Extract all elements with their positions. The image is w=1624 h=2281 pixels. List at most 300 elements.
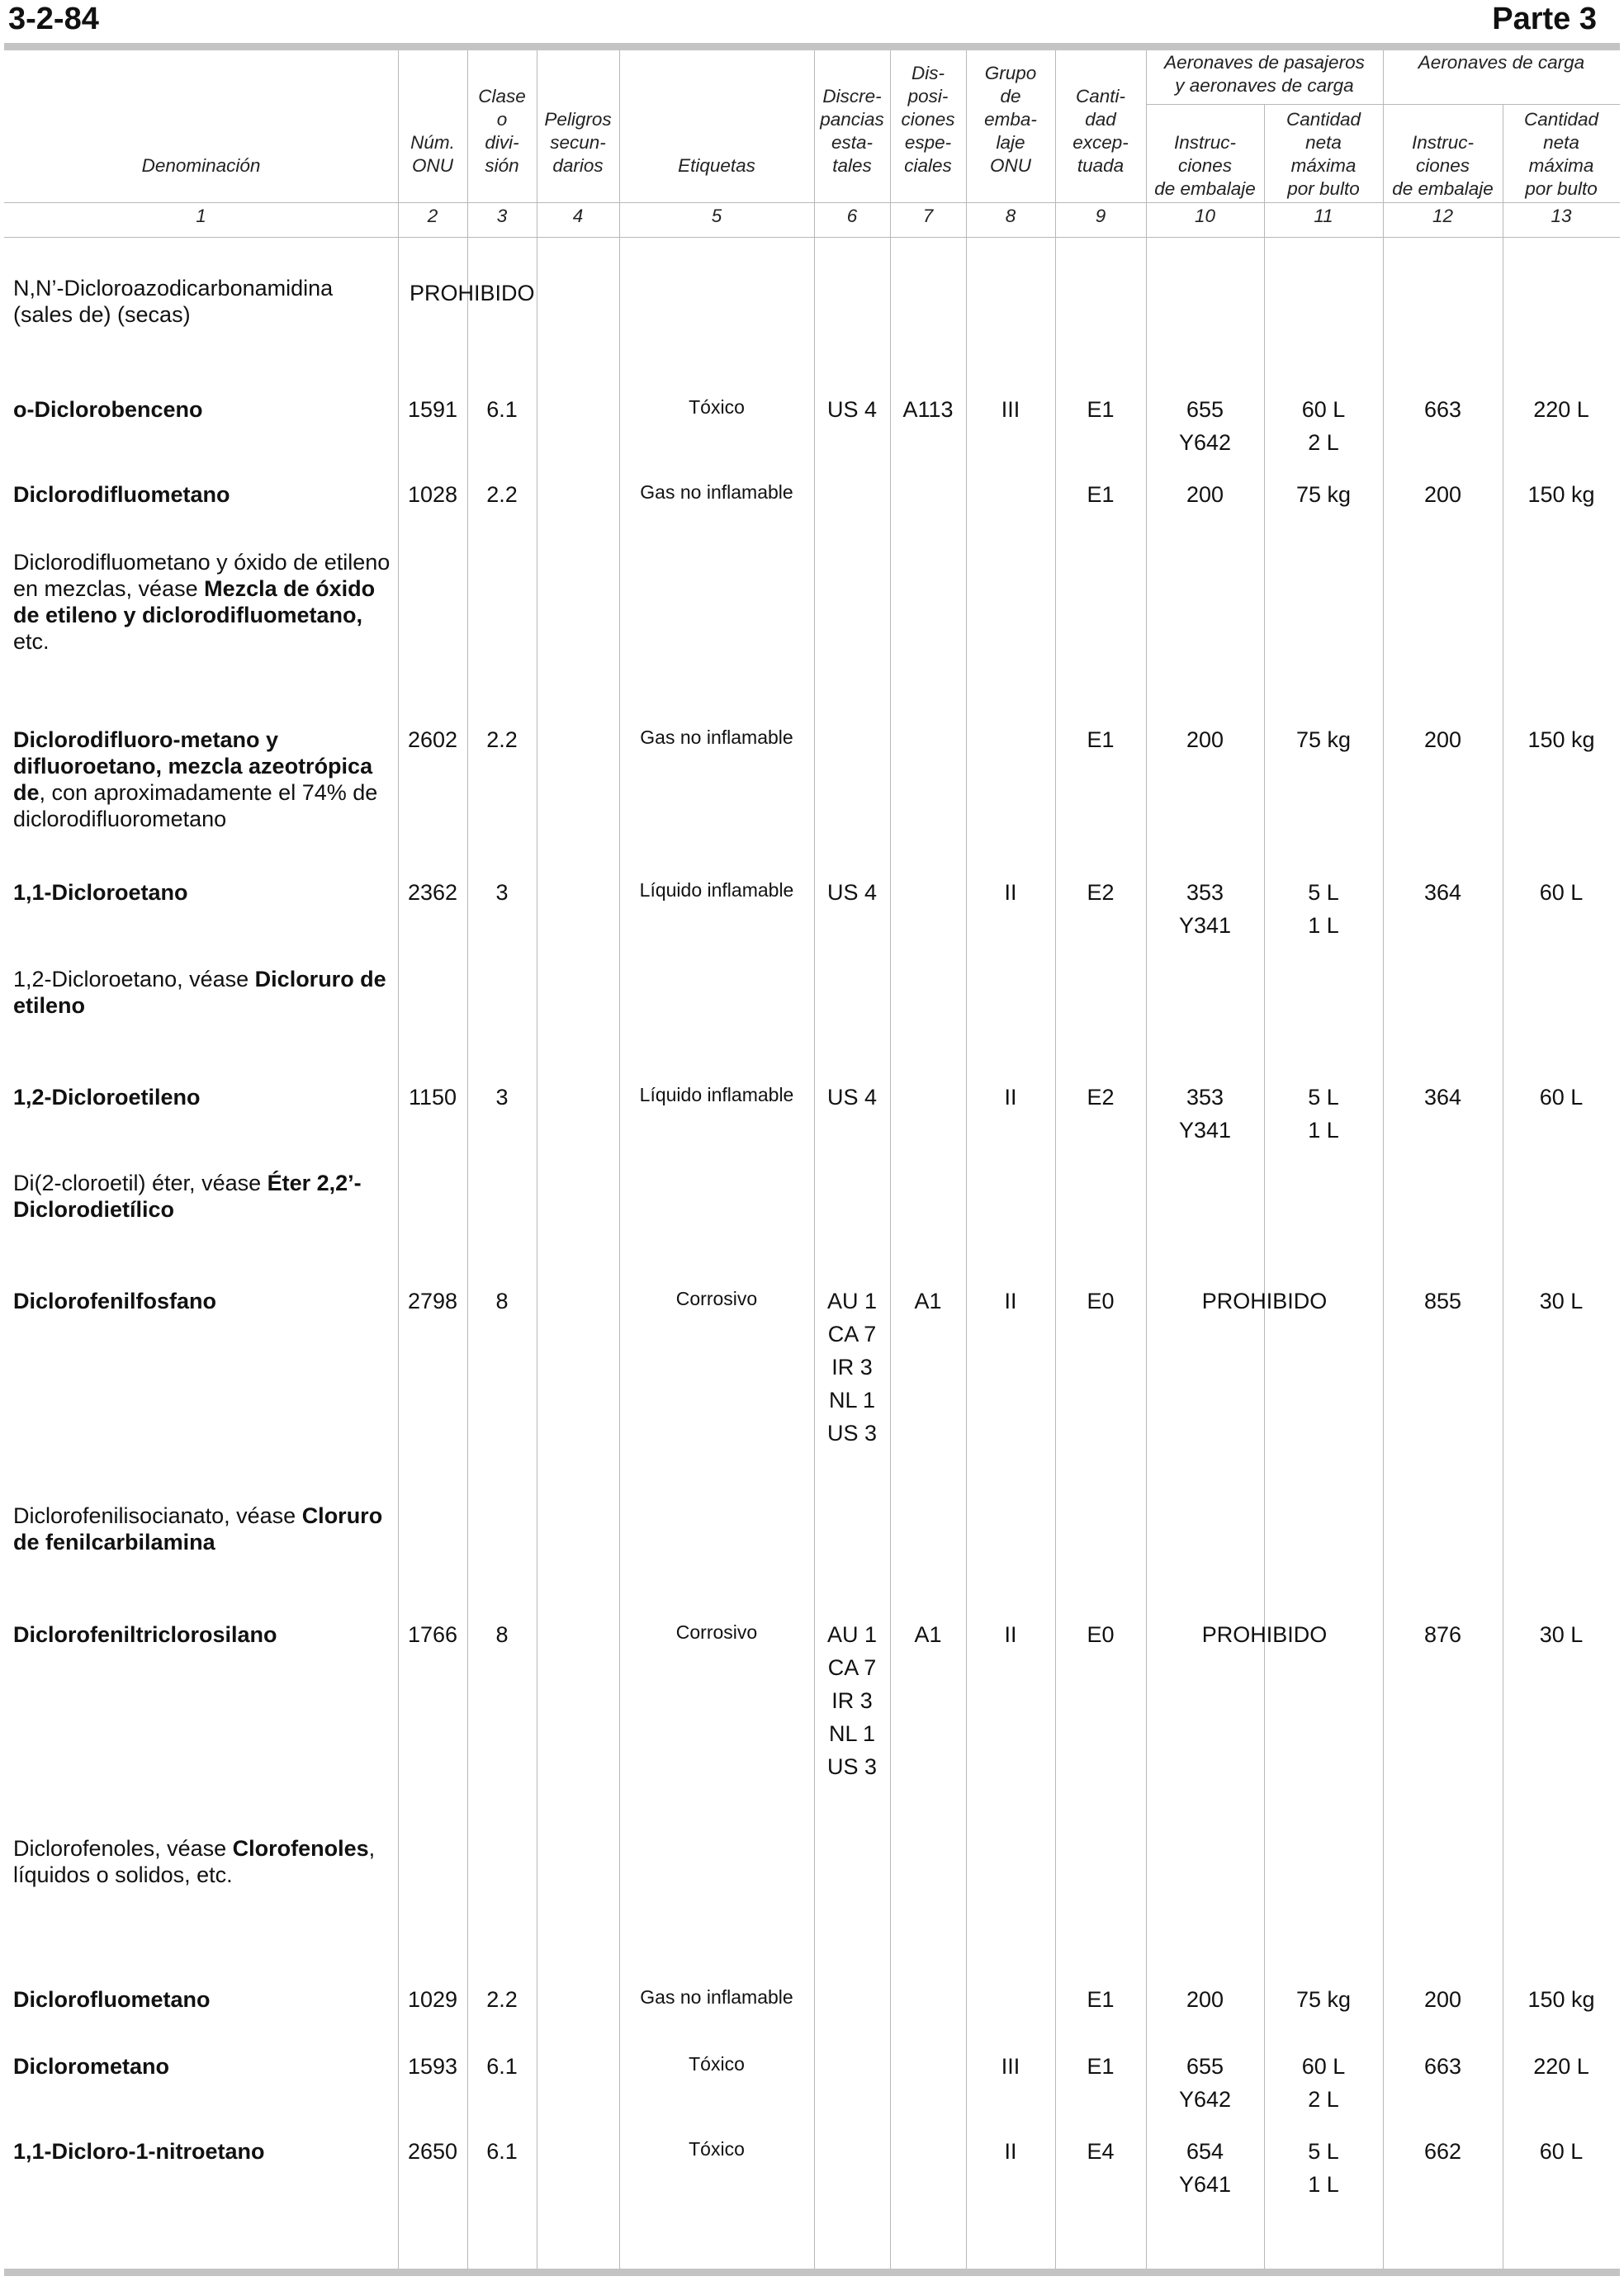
header-line: de embalaje bbox=[1392, 178, 1494, 199]
cell-num-onu bbox=[398, 393, 467, 426]
header-line: Grupo bbox=[984, 63, 1037, 83]
plain-text: 1,2-Dicloroetano, véase bbox=[13, 967, 255, 991]
cell-clase bbox=[467, 2050, 537, 2083]
cell-line: 60 L bbox=[1539, 2139, 1584, 2164]
plain-text: Diclorodifluometano y óxido de etileno en mezclas, véase bbox=[13, 550, 391, 601]
column-number: 2 bbox=[427, 206, 438, 226]
cell-line: 1 L bbox=[1308, 1118, 1339, 1143]
cell-cantidad-carga bbox=[1503, 478, 1620, 511]
cell-line: A1 bbox=[914, 1622, 942, 1647]
cell-instrucciones-pasajeros bbox=[1146, 876, 1264, 942]
cell-num-onu bbox=[398, 723, 467, 756]
cell-line: Y641 bbox=[1178, 2172, 1232, 2197]
header-line: máxima bbox=[1528, 155, 1594, 176]
cell-cantidad-exceptuada bbox=[1055, 1285, 1146, 1318]
column-divider bbox=[398, 50, 399, 2269]
cell-line: 353 bbox=[1186, 1085, 1224, 1110]
header-line: dad bbox=[1085, 109, 1116, 130]
header-line: Cantidad bbox=[1523, 109, 1599, 130]
cell-cantidad-exceptuada bbox=[1055, 2135, 1146, 2168]
cell-clase bbox=[467, 723, 537, 756]
cell-cantidad-carga bbox=[1503, 723, 1620, 756]
cell-cantidad-exceptuada bbox=[1055, 1983, 1146, 2016]
cell-line: 3 bbox=[495, 1085, 509, 1110]
cell-instrucciones-pasajeros bbox=[1146, 723, 1264, 756]
row-denominacion bbox=[13, 2053, 393, 2080]
cell-line: A1 bbox=[914, 1289, 942, 1313]
column-divider bbox=[814, 50, 815, 2269]
cell-instrucciones-carga bbox=[1383, 876, 1503, 909]
bold-name: Éter 2,2’-Diclorodietílico bbox=[13, 1171, 362, 1222]
cell-discrepancias bbox=[814, 393, 890, 426]
bottom-rule bbox=[4, 2269, 1620, 2276]
cell-cantidad-carga bbox=[1503, 1983, 1620, 2016]
header-line: sión bbox=[485, 155, 519, 176]
column-divider bbox=[890, 50, 891, 2269]
column-divider bbox=[1146, 50, 1147, 2269]
cell-cantidad-exceptuada bbox=[1055, 723, 1146, 756]
column-divider bbox=[467, 50, 468, 2269]
cell-etiqueta: Líquido inflamable bbox=[639, 879, 794, 901]
column-number: 6 bbox=[846, 206, 858, 226]
cell-instrucciones-pasajeros bbox=[1146, 2050, 1264, 2116]
column-number: 13 bbox=[1551, 206, 1572, 226]
cell-cantidad-carga bbox=[1503, 1618, 1620, 1651]
cell-clase bbox=[467, 1983, 537, 2016]
cell-etiqueta: Corrosivo bbox=[675, 1288, 758, 1309]
cell-line: 663 bbox=[1423, 397, 1462, 422]
column-number: 4 bbox=[572, 206, 584, 226]
header-line: Cantidad bbox=[1285, 109, 1361, 130]
cell-grupo bbox=[966, 393, 1055, 426]
cell-line: CA 7 bbox=[827, 1655, 877, 1680]
cell-disposiciones bbox=[890, 393, 966, 426]
row-denominacion bbox=[13, 2138, 393, 2165]
column-number: 9 bbox=[1095, 206, 1106, 226]
cell-cantidad-exceptuada bbox=[1055, 876, 1146, 909]
cell-instrucciones-pasajeros bbox=[1146, 393, 1264, 459]
cell-cantidad-pasajeros bbox=[1264, 393, 1383, 459]
cell-cantidad-carga bbox=[1503, 2135, 1620, 2168]
cell-line: 75 kg bbox=[1295, 482, 1352, 507]
column-number-rule bbox=[4, 237, 1620, 238]
cell-etiqueta: Tóxico bbox=[689, 2053, 745, 2075]
cell-line: 1766 bbox=[407, 1622, 458, 1647]
header-line: de bbox=[1000, 86, 1021, 106]
header-line: Dis- bbox=[911, 63, 945, 83]
header-line: y aeronaves de carga bbox=[1175, 75, 1354, 96]
row-denominacion bbox=[13, 396, 393, 423]
cell-instrucciones-pasajeros bbox=[1146, 1983, 1264, 2016]
header-discrepancias bbox=[814, 85, 890, 177]
header-cantidad-neta-13 bbox=[1503, 108, 1620, 201]
cell-line: 2.2 bbox=[486, 482, 518, 507]
header-peligros bbox=[537, 108, 619, 177]
cell-line: 1593 bbox=[407, 2054, 458, 2079]
cell-line: 2 L bbox=[1308, 2087, 1339, 2112]
cell-num-onu bbox=[398, 1618, 467, 1651]
cell-cantidad-carga bbox=[1503, 1285, 1620, 1318]
cell-grupo bbox=[966, 1285, 1055, 1318]
header-line: de embalaje bbox=[1154, 178, 1256, 199]
cell-num-onu bbox=[398, 1983, 467, 2016]
cell-line: E1 bbox=[1087, 727, 1115, 752]
cell-line: 3 bbox=[495, 880, 509, 905]
bold-name: Diclorofluometano bbox=[13, 1987, 211, 2012]
row-denominacion bbox=[13, 1621, 393, 1648]
plain-text: Diclorofenoles, véase bbox=[13, 1836, 233, 1861]
header-instrucciones-10 bbox=[1146, 131, 1264, 201]
cell-line: 2.2 bbox=[486, 727, 518, 752]
header-rule bbox=[4, 202, 1620, 203]
cell-line: E1 bbox=[1087, 2054, 1115, 2079]
plain-text: N,N’-Dicloroazodicarbonamidina (sales de) (secas) bbox=[13, 276, 334, 327]
cell-line: 30 L bbox=[1539, 1289, 1584, 1313]
header-line: divi- bbox=[485, 132, 519, 153]
bold-name: Diclorometano bbox=[13, 2054, 170, 2079]
cell-line: 2798 bbox=[407, 1289, 458, 1313]
row-denominacion bbox=[13, 1288, 393, 1314]
cell-cantidad-carga bbox=[1503, 2050, 1620, 2083]
cell-clase bbox=[467, 1285, 537, 1318]
cell-line: US 4 bbox=[826, 880, 878, 905]
cell-line: E1 bbox=[1087, 1987, 1115, 2012]
prohibido-pasajeros: PROHIBIDO bbox=[1201, 1289, 1328, 1313]
cell-line: 200 bbox=[1423, 482, 1462, 507]
cell-line: US 3 bbox=[826, 1754, 878, 1779]
cell-line: 75 kg bbox=[1295, 1987, 1352, 2012]
header-line: Instruc- bbox=[1411, 132, 1474, 153]
cell-num-onu bbox=[398, 1285, 467, 1318]
cell-line: 200 bbox=[1186, 482, 1224, 507]
column-number: 10 bbox=[1194, 206, 1216, 226]
bold-name: Clorofenoles bbox=[232, 1836, 369, 1861]
cell-line: 75 kg bbox=[1295, 727, 1352, 752]
plain-text: Di(2-cloroetil) éter, véase bbox=[13, 1171, 268, 1195]
cell-line: 60 L bbox=[1539, 1085, 1584, 1110]
cell-line: AU 1 bbox=[826, 1289, 878, 1313]
header-instrucciones-12 bbox=[1383, 131, 1503, 201]
bold-name: Diclorodifluoro-metano y difluoroetano, mezcla azeotrópica de bbox=[13, 727, 373, 805]
cell-etiqueta: Gas no inflamable bbox=[640, 481, 793, 503]
cell-line: 855 bbox=[1423, 1289, 1462, 1313]
cell-etiqueta: Gas no inflamable bbox=[640, 726, 793, 748]
cell-line: E4 bbox=[1087, 2139, 1115, 2164]
cell-line: US 4 bbox=[826, 1085, 878, 1110]
cell-cantidad-pasajeros bbox=[1264, 1081, 1383, 1147]
bold-name: Cloruro de fenilcarbilamina bbox=[13, 1503, 383, 1555]
cell-discrepancias bbox=[814, 876, 890, 909]
bold-name: Diclorofeniltriclorosilano bbox=[13, 1622, 277, 1647]
cell-line: NL 1 bbox=[828, 1721, 876, 1746]
header-line: tales bbox=[832, 155, 872, 176]
header-line: tuada bbox=[1077, 155, 1124, 176]
cell-grupo bbox=[966, 2050, 1055, 2083]
cell-line: 1029 bbox=[407, 1987, 458, 2012]
plain-text: Diclorofenilisocianato, véase bbox=[13, 1503, 302, 1528]
cell-line: III bbox=[1001, 2054, 1020, 2079]
row-denominacion bbox=[13, 1084, 393, 1110]
header-line: espe- bbox=[904, 132, 952, 153]
bold-name: Diclorofenilfosfano bbox=[13, 1289, 217, 1313]
cell-disposiciones bbox=[890, 1618, 966, 1651]
cell-clase bbox=[467, 478, 537, 511]
cell-num-onu bbox=[398, 2135, 467, 2168]
row-denominacion bbox=[13, 966, 393, 1019]
row-denominacion bbox=[13, 1986, 393, 2013]
cell-cantidad-pasajeros bbox=[1264, 2135, 1383, 2201]
bold-name: Mezcla de óxido de etileno y diclorodifluometano, bbox=[13, 576, 376, 627]
cell-cantidad-exceptuada bbox=[1055, 1618, 1146, 1651]
header-line: ciones bbox=[1177, 155, 1233, 176]
cell-line: 5 L bbox=[1308, 2139, 1339, 2164]
cell-line: III bbox=[1001, 397, 1020, 422]
header-line: emba- bbox=[984, 109, 1037, 130]
cell-line: 1 L bbox=[1308, 2172, 1339, 2197]
cell-instrucciones-carga bbox=[1383, 1983, 1503, 2016]
cell-etiqueta: Tóxico bbox=[689, 396, 745, 418]
plain-text: , líquidos o solidos, etc. bbox=[13, 1836, 376, 1887]
cell-line: II bbox=[1004, 1085, 1017, 1110]
cell-discrepancias bbox=[814, 1081, 890, 1114]
cell-line: AU 1 bbox=[826, 1622, 878, 1647]
cell-line: 1 L bbox=[1308, 913, 1339, 938]
cell-etiqueta: Gas no inflamable bbox=[640, 1986, 793, 2008]
cell-line: 1591 bbox=[407, 397, 458, 422]
cell-clase bbox=[467, 876, 537, 909]
cell-line: 353 bbox=[1186, 880, 1224, 905]
cell-num-onu bbox=[398, 1081, 467, 1114]
header-line: esta- bbox=[831, 132, 874, 153]
cell-line: E0 bbox=[1087, 1622, 1115, 1647]
header-line: máxima bbox=[1290, 155, 1356, 176]
cell-cantidad-exceptuada bbox=[1055, 2050, 1146, 2083]
cell-num-onu bbox=[398, 876, 467, 909]
part-label: Parte 3 bbox=[1492, 2, 1597, 36]
cell-line: US 3 bbox=[826, 1421, 878, 1446]
group-header-rule bbox=[1146, 104, 1620, 105]
header-line: Canti- bbox=[1075, 86, 1126, 106]
row-denominacion bbox=[13, 726, 393, 832]
header-grupo-embalaje bbox=[966, 62, 1055, 177]
cell-cantidad-carga bbox=[1503, 876, 1620, 909]
column-divider bbox=[1383, 50, 1384, 2269]
bold-name: Diclorodifluometano bbox=[13, 482, 230, 507]
plain-text: etc. bbox=[13, 629, 50, 654]
column-number: 1 bbox=[196, 206, 206, 226]
cell-line: II bbox=[1004, 1622, 1017, 1647]
cell-instrucciones-pasajeros bbox=[1146, 478, 1264, 511]
prohibido-label: PROHIBIDO bbox=[410, 281, 535, 305]
row-denominacion bbox=[13, 481, 393, 508]
cell-line: A113 bbox=[902, 397, 954, 422]
cell-etiqueta: Tóxico bbox=[689, 2138, 745, 2160]
cell-line: 60 L bbox=[1301, 397, 1346, 422]
cell-line: Y341 bbox=[1178, 1118, 1232, 1143]
header-line: Clase bbox=[478, 86, 526, 106]
cell-instrucciones-carga bbox=[1383, 2050, 1503, 2083]
bold-name: 1,1-Dicloro-1-nitroetano bbox=[13, 2139, 265, 2164]
cell-cantidad-exceptuada bbox=[1055, 393, 1146, 426]
cell-cantidad-exceptuada bbox=[1055, 478, 1146, 511]
cell-instrucciones-carga bbox=[1383, 478, 1503, 511]
header-line: o bbox=[496, 109, 508, 130]
row-denominacion bbox=[13, 1170, 393, 1223]
header-line: excep- bbox=[1072, 132, 1129, 153]
cell-etiqueta: Líquido inflamable bbox=[639, 1084, 794, 1105]
cell-line: 2650 bbox=[407, 2139, 458, 2164]
cell-line: 6.1 bbox=[486, 397, 518, 422]
cell-grupo bbox=[966, 2135, 1055, 2168]
cell-line: 60 L bbox=[1301, 2054, 1346, 2079]
cell-line: 200 bbox=[1423, 1987, 1462, 2012]
cell-line: II bbox=[1004, 880, 1017, 905]
cell-line: 654 bbox=[1186, 2139, 1224, 2164]
cell-line: E2 bbox=[1087, 880, 1115, 905]
cell-line: 2.2 bbox=[486, 1987, 518, 2012]
header-line: Instruc- bbox=[1173, 132, 1236, 153]
header-line: neta bbox=[1543, 132, 1579, 153]
cell-line: 220 L bbox=[1533, 397, 1589, 422]
header-line: ciones bbox=[901, 109, 955, 130]
header-line: por bulto bbox=[1287, 178, 1360, 199]
column-number: 5 bbox=[711, 206, 722, 226]
cell-instrucciones-carga bbox=[1383, 393, 1503, 426]
cell-line: Y642 bbox=[1178, 430, 1232, 455]
cell-line: 2 L bbox=[1308, 430, 1339, 455]
cell-cantidad-pasajeros bbox=[1264, 876, 1383, 942]
cell-line: 876 bbox=[1423, 1622, 1462, 1647]
cell-line: E1 bbox=[1087, 482, 1115, 507]
column-divider bbox=[619, 50, 620, 2269]
column-number: 12 bbox=[1432, 206, 1454, 226]
cell-num-onu bbox=[398, 2050, 467, 2083]
cell-line: 655 bbox=[1186, 397, 1224, 422]
cell-cantidad-carga bbox=[1503, 1081, 1620, 1114]
cell-line: II bbox=[1004, 2139, 1017, 2164]
column-number: 7 bbox=[922, 206, 934, 226]
cell-line: 200 bbox=[1423, 727, 1462, 752]
row-denominacion bbox=[13, 275, 393, 328]
column-divider bbox=[1055, 50, 1056, 2269]
header-clase bbox=[467, 85, 537, 177]
bold-name: 1,2-Dicloroetileno bbox=[13, 1085, 201, 1110]
cell-cantidad-pasajeros bbox=[1264, 1983, 1383, 2016]
cell-line: 150 kg bbox=[1527, 1987, 1595, 2012]
bold-name: Dicloruro de etileno bbox=[13, 967, 386, 1018]
header-line: neta bbox=[1305, 132, 1342, 153]
row-denominacion bbox=[13, 1503, 393, 1555]
cell-line: 364 bbox=[1423, 880, 1462, 905]
cell-num-onu bbox=[398, 478, 467, 511]
header-line: ciales bbox=[904, 155, 952, 176]
header-line: ciones bbox=[1415, 155, 1470, 176]
header-line: posi- bbox=[907, 86, 949, 106]
top-rule bbox=[4, 43, 1620, 50]
header-num-onu bbox=[398, 131, 467, 177]
header-line: Denominación bbox=[141, 155, 261, 176]
row-denominacion bbox=[13, 879, 393, 906]
cell-discrepancias bbox=[814, 1618, 890, 1783]
cell-cantidad-pasajeros bbox=[1264, 2050, 1383, 2116]
cell-cantidad-pasajeros bbox=[1264, 478, 1383, 511]
bold-name: 1,1-Dicloroetano bbox=[13, 880, 188, 905]
header-line: ONU bbox=[990, 155, 1031, 176]
column-number: 8 bbox=[1005, 206, 1016, 226]
cell-line: Y341 bbox=[1178, 913, 1232, 938]
cell-instrucciones-pasajeros bbox=[1146, 1081, 1264, 1147]
header-cantidad-exceptuada bbox=[1055, 85, 1146, 177]
cell-line: 2602 bbox=[407, 727, 458, 752]
cell-line: II bbox=[1004, 1289, 1017, 1313]
cell-line: 655 bbox=[1186, 2054, 1224, 2079]
cell-line: 662 bbox=[1423, 2139, 1462, 2164]
cell-line: 150 kg bbox=[1527, 482, 1595, 507]
header-cantidad-neta-11 bbox=[1264, 108, 1383, 201]
prohibido-pasajeros: PROHIBIDO bbox=[1201, 1622, 1328, 1647]
bold-name: o-Diclorobenceno bbox=[13, 397, 203, 422]
cell-line: E1 bbox=[1087, 397, 1115, 422]
cell-discrepancias bbox=[814, 1285, 890, 1450]
header-line: Aeronaves de pasajeros bbox=[1164, 52, 1365, 73]
header-disposiciones bbox=[890, 62, 966, 177]
cell-grupo bbox=[966, 1618, 1055, 1651]
header-line: darios bbox=[552, 155, 604, 176]
cell-instrucciones-carga bbox=[1383, 1081, 1503, 1114]
cell-line: 663 bbox=[1423, 2054, 1462, 2079]
cell-cantidad-exceptuada bbox=[1055, 1081, 1146, 1114]
header-aeronaves-carga bbox=[1383, 51, 1620, 74]
cell-line: IR 3 bbox=[831, 1688, 873, 1713]
header-etiquetas bbox=[619, 154, 814, 177]
cell-line: E0 bbox=[1087, 1289, 1115, 1313]
cell-line: 6.1 bbox=[486, 2054, 518, 2079]
cell-line: 5 L bbox=[1308, 1085, 1339, 1110]
cell-line: 60 L bbox=[1539, 880, 1584, 905]
header-line: Peligros bbox=[544, 109, 612, 130]
page-number: 3-2-84 bbox=[8, 2, 99, 36]
column-divider bbox=[966, 50, 967, 2269]
cell-line: Y642 bbox=[1178, 2087, 1232, 2112]
cell-line: 150 kg bbox=[1527, 727, 1595, 752]
cell-line: 6.1 bbox=[486, 2139, 518, 2164]
header-denominacion bbox=[4, 154, 398, 177]
cell-instrucciones-pasajeros bbox=[1146, 2135, 1264, 2201]
cell-line: 5 L bbox=[1308, 880, 1339, 905]
cell-line: E2 bbox=[1087, 1085, 1115, 1110]
cell-line: 1150 bbox=[408, 1085, 457, 1110]
cell-instrucciones-carga bbox=[1383, 2135, 1503, 2168]
header-aeronaves-pasajeros bbox=[1146, 51, 1383, 97]
column-number: 11 bbox=[1314, 206, 1333, 226]
header-line: Discre- bbox=[822, 86, 882, 106]
cell-line: 200 bbox=[1186, 727, 1224, 752]
header-line: pancias bbox=[820, 109, 884, 130]
cell-clase bbox=[467, 1618, 537, 1651]
cell-line: 30 L bbox=[1539, 1622, 1584, 1647]
row-denominacion bbox=[13, 549, 393, 655]
cell-line: 364 bbox=[1423, 1085, 1462, 1110]
header-line: Aeronaves de carga bbox=[1418, 52, 1585, 73]
cell-cantidad-carga bbox=[1503, 393, 1620, 426]
header-line: por bulto bbox=[1525, 178, 1598, 199]
row-denominacion bbox=[13, 1835, 393, 1888]
cell-line: 200 bbox=[1186, 1987, 1224, 2012]
cell-line: 1028 bbox=[407, 482, 458, 507]
cell-line: CA 7 bbox=[827, 1322, 877, 1346]
header-line: secun- bbox=[550, 132, 606, 153]
cell-clase bbox=[467, 2135, 537, 2168]
